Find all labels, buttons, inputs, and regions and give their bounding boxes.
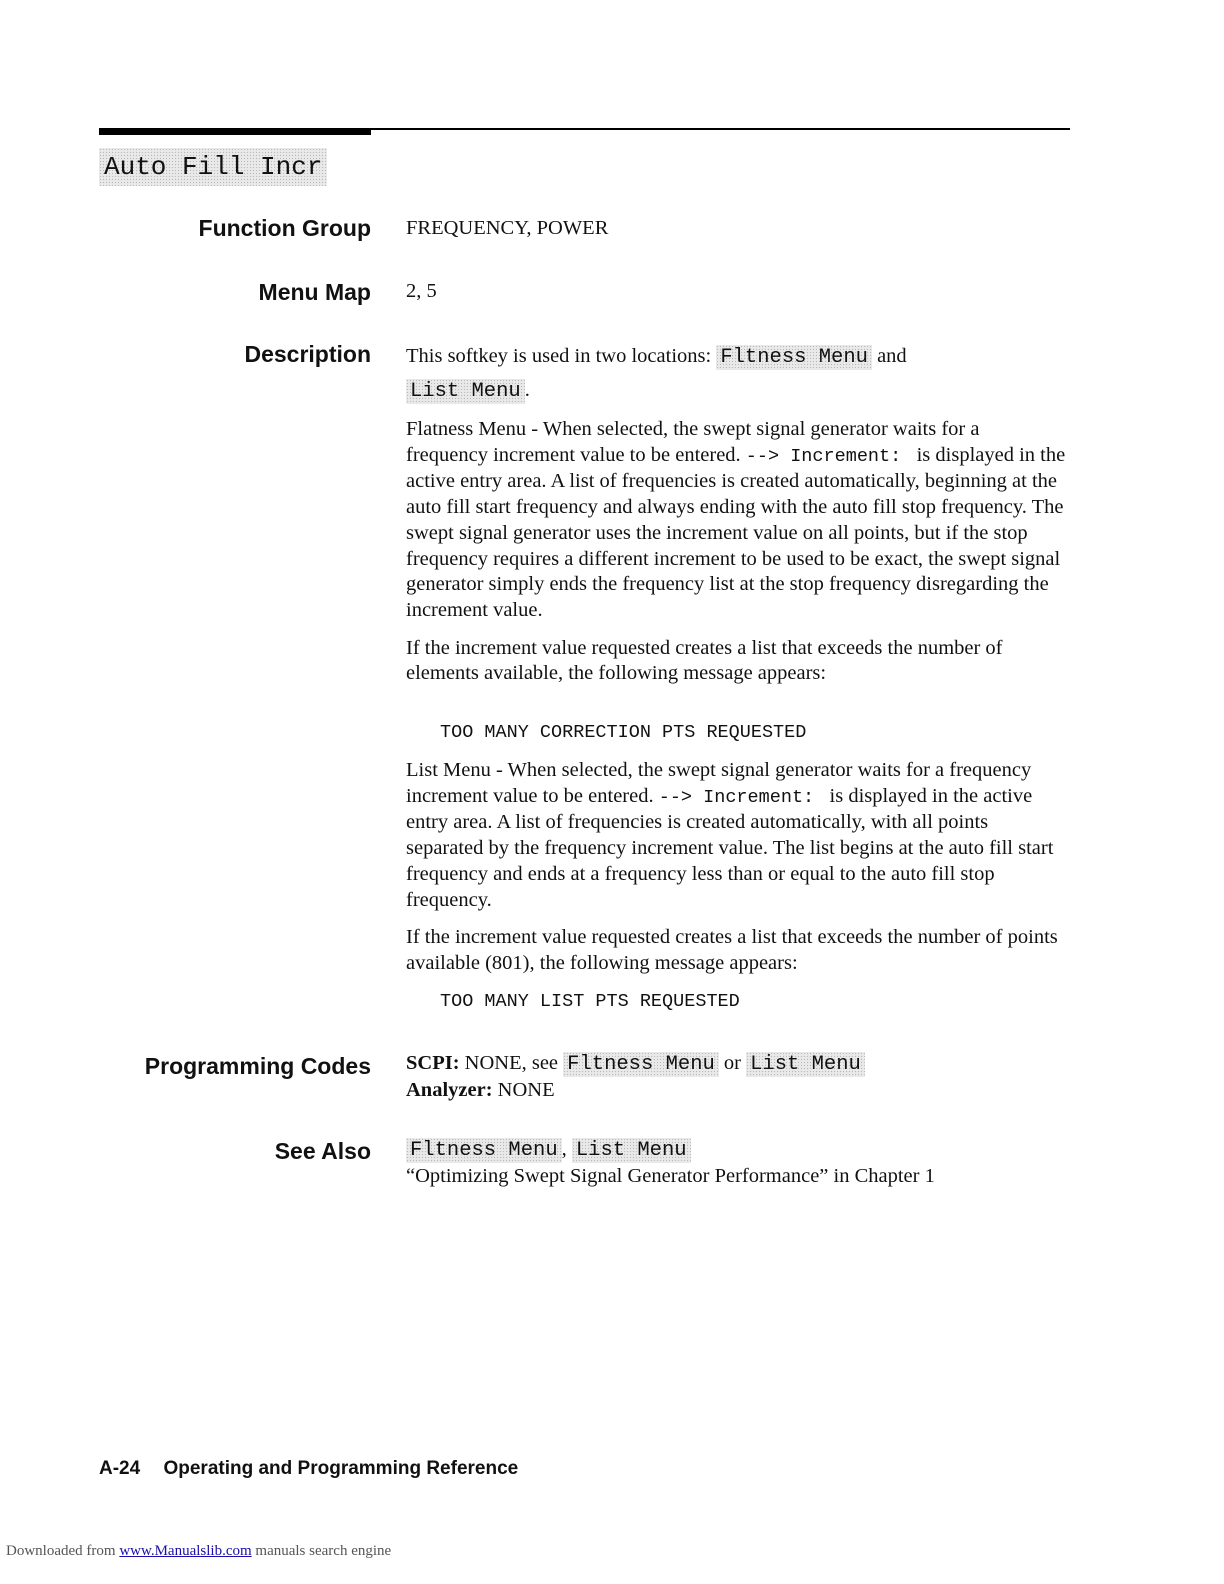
analyzer-value: NONE bbox=[497, 1078, 555, 1101]
list-error-message: TOO MANY LIST PTS REQUESTED bbox=[440, 991, 740, 1012]
intro-period: . bbox=[524, 379, 530, 401]
page-footer bbox=[99, 1458, 518, 1480]
flatness-paragraph bbox=[406, 417, 1066, 624]
flatness-increment-prompt: --> Increment: bbox=[745, 445, 902, 467]
programming-codes-label: Programming Codes bbox=[144, 1053, 371, 1079]
flatness-error-message: TOO MANY CORRECTION PTS REQUESTED bbox=[440, 722, 807, 743]
list-menu-key[interactable]: List Menu bbox=[406, 379, 525, 404]
download-prefix: Downloaded from bbox=[6, 1543, 116, 1559]
scpi-line bbox=[406, 1051, 1066, 1078]
description-intro bbox=[406, 340, 1066, 408]
scpi-label: SCPI: bbox=[406, 1052, 460, 1074]
download-suffix: manuals search engine bbox=[255, 1543, 392, 1559]
flatness-text-post: is displayed in the active entry area. A list of frequencies is created automatically, beginning at the auto fill start frequency and always ending with the auto fill stop frequency. The swept signal generator uses the increment value on all points, but if the stop frequency requires a different increment to be used to be exact, the swept signal generator simply ends the frequency list at the stop frequency disregarding the increment value. bbox=[406, 443, 1066, 621]
see-also-reference: “Optimizing Swept Signal Generator Performance” in Chapter 1 bbox=[406, 1164, 935, 1187]
menu-map-value: 2, 5 bbox=[406, 280, 437, 302]
manualslib-link[interactable]: www.Manualslib.com bbox=[119, 1543, 252, 1559]
page-number: A-24 bbox=[99, 1458, 141, 1479]
function-group-value: FREQUENCY, POWER bbox=[406, 217, 609, 239]
flatness-text-pre: Flatness Menu - When selected, the swept signal generator waits for a frequency increment value to be entered. bbox=[406, 418, 980, 466]
header-rule-thick bbox=[99, 128, 371, 135]
fltness-menu-key[interactable]: Fltness Menu bbox=[406, 1138, 562, 1163]
description-label: Description bbox=[244, 341, 371, 367]
list-increment-prompt: --> Increment: bbox=[658, 786, 815, 808]
intro-text: This softkey is used in two locations: bbox=[406, 345, 712, 367]
list-menu-key[interactable]: List Menu bbox=[746, 1052, 865, 1077]
list-menu-key[interactable]: List Menu bbox=[572, 1138, 691, 1163]
programming-codes-section bbox=[406, 1051, 1066, 1103]
flatness-exceed-paragraph: If the increment value requested creates a list that exceeds the number of elements available, the following message appears: bbox=[406, 636, 1003, 685]
see-also-keys bbox=[406, 1137, 1066, 1164]
download-notice bbox=[6, 1543, 391, 1560]
function-group-label: Function Group bbox=[198, 215, 371, 241]
analyzer-label: Analyzer: bbox=[406, 1078, 493, 1101]
intro-and: and bbox=[877, 345, 907, 367]
analyzer-line bbox=[406, 1078, 1066, 1104]
see-also-comma: , bbox=[561, 1138, 567, 1160]
footer-section-title: Operating and Programming Reference bbox=[163, 1458, 519, 1479]
description-section bbox=[406, 340, 1066, 687]
list-text-post: is displayed in the active entry area. A list of frequencies is created automatically, with all points separated by the frequency increment value. The list begins at the auto fill start frequency and ends at a frequency less than or equal to the auto fill stop frequency. bbox=[406, 784, 1054, 911]
list-exceed-paragraph: If the increment value requested creates a list that exceeds the number of points available (801), the following message appears: bbox=[406, 926, 1058, 974]
list-text-pre: List Menu - When selected, the swept signal generator waits for a frequency increment value to be entered. bbox=[406, 759, 1032, 807]
fltness-menu-key[interactable]: Fltness Menu bbox=[716, 345, 872, 370]
list-menu-section bbox=[406, 758, 1066, 977]
fltness-menu-key[interactable]: Fltness Menu bbox=[563, 1052, 719, 1077]
scpi-text: NONE, see bbox=[464, 1052, 559, 1074]
header-rule-thin bbox=[371, 128, 1070, 130]
list-paragraph bbox=[406, 758, 1066, 913]
scpi-or: or bbox=[723, 1052, 741, 1074]
see-also-section bbox=[406, 1137, 1066, 1189]
menu-map-label: Menu Map bbox=[258, 279, 371, 305]
page-title-softkey: Auto Fill Incr bbox=[99, 148, 327, 186]
see-also-label: See Also bbox=[274, 1138, 371, 1164]
